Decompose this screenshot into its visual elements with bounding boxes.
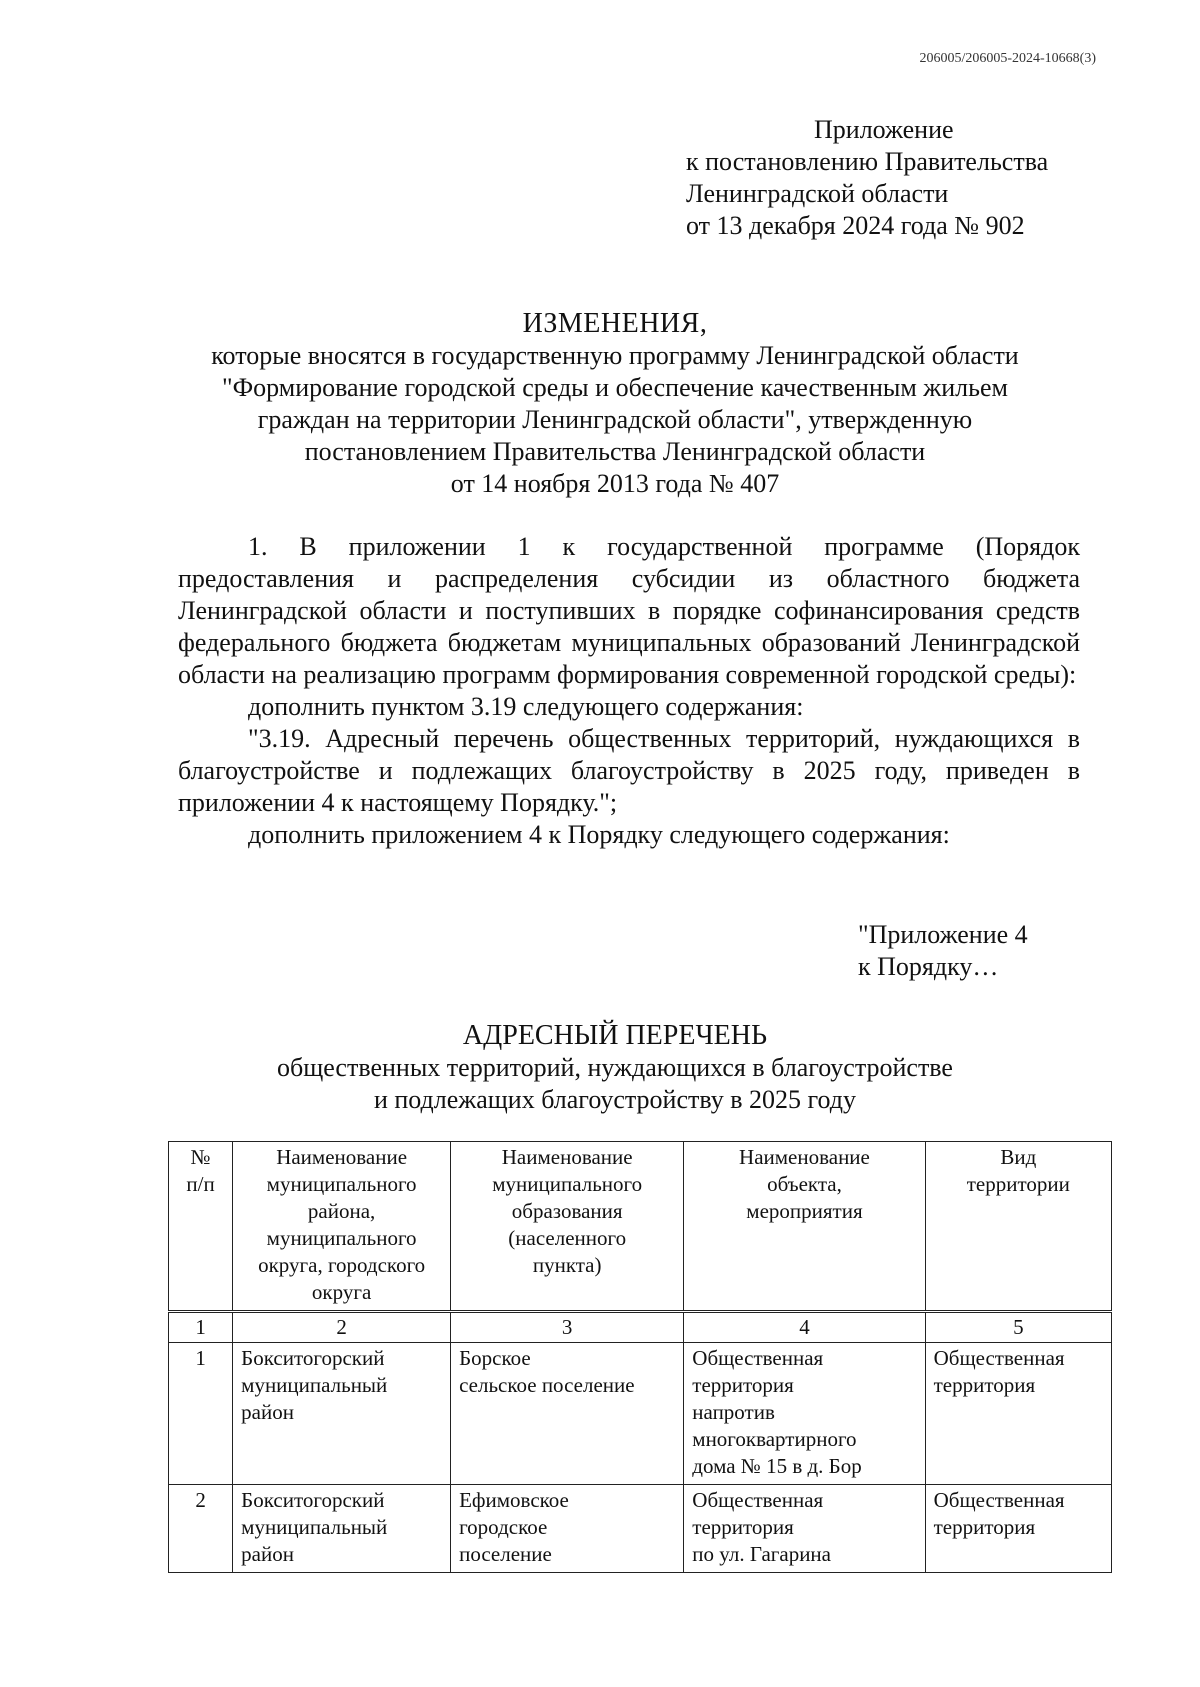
address-list-heading: АДРЕСНЫЙ ПЕРЕЧЕНЬ: [462, 1020, 768, 1051]
row-object: Общественная территория напротив многоквартирного дома № 15 в д. Бор: [684, 1343, 925, 1485]
index-cell: 2: [233, 1312, 451, 1343]
row-municipality: Борское сельское поселение: [451, 1343, 684, 1485]
annex-line: "Приложение 4: [858, 920, 1028, 949]
paragraph: 1. В приложении 1 к государственной программе (Порядок предоставления и распределения субсидии из областного бюджета Ленинградской области и поступивших в порядке софинансирования средств федерального бюджета бюджетам муниципальных образований Ленинградской области на реализацию программ формирования современной городской среды):: [178, 532, 1080, 689]
approval-line: к постановлению Правительства: [686, 147, 1049, 176]
annex-reference: [858, 919, 1028, 983]
row-district: Бокситогорский муниципальный район: [233, 1343, 451, 1485]
index-cell: 3: [451, 1312, 684, 1343]
approval-line: Приложение: [814, 115, 954, 144]
title-line: которые вносятся в государственную программу Ленинградской области: [211, 341, 1019, 370]
title-line: "Формирование городской среды и обеспечение качественным жильем: [221, 373, 1008, 402]
index-cell: 4: [684, 1312, 925, 1343]
header-cell-number: № п/п: [169, 1142, 233, 1312]
list-title-line: общественных территорий, нуждающихся в благоустройстве: [277, 1053, 953, 1082]
row-number: 2: [169, 1485, 233, 1573]
table-row: [169, 1343, 1112, 1485]
table-index-row: [169, 1312, 1112, 1343]
header-cell-object: Наименование объекта, мероприятия: [684, 1142, 925, 1312]
index-cell: 5: [925, 1312, 1111, 1343]
table-row: [169, 1485, 1112, 1573]
title-line: постановлением Правительства Ленинградской области: [304, 437, 926, 466]
table-header-row: [169, 1142, 1112, 1312]
document-id: 206005/206005-2024-10668(3): [919, 51, 1096, 66]
changes-title: [150, 308, 1080, 500]
row-object: Общественная территория по ул. Гагарина: [684, 1485, 925, 1573]
paragraph: дополнить пунктом 3.19 следующего содержания:: [248, 692, 804, 721]
row-municipality: Ефимовское городское поселение: [451, 1485, 684, 1573]
address-table: [168, 1141, 1112, 1573]
approval-line: от 13 декабря 2024 года № 902: [686, 211, 1025, 240]
header-cell-type: Вид территории: [925, 1142, 1111, 1312]
approval-block: [686, 114, 1048, 242]
list-title-line: и подлежащих благоустройству в 2025 году: [373, 1085, 857, 1114]
row-type: Общественная территория: [925, 1343, 1111, 1485]
body-text: [178, 531, 1080, 851]
row-number: 1: [169, 1343, 233, 1485]
header-cell-municipality: Наименование муниципального образования (населенного пункта): [451, 1142, 684, 1312]
paragraph: "3.19. Адресный перечень общественных территорий, нуждающихся в благоустройстве и подлежащих благоустройству в 2025 году, приведен в приложении 4 к настоящему Порядку.";: [178, 724, 1080, 817]
changes-heading: ИЗМЕНЕНИЯ,: [522, 308, 708, 339]
annex-line: к Порядку…: [858, 952, 999, 981]
title-line: от 14 ноября 2013 года № 407: [450, 469, 780, 498]
header-cell-district: Наименование муниципального района, муниципального округа, городского округа: [233, 1142, 451, 1312]
title-line: граждан на территории Ленинградской области", утвержденную: [257, 405, 973, 434]
index-cell: 1: [169, 1312, 233, 1343]
paragraph: дополнить приложением 4 к Порядку следующего содержания:: [248, 820, 950, 849]
approval-line: Ленинградской области: [686, 179, 949, 208]
address-list-title: [150, 1020, 1080, 1116]
row-type: Общественная территория: [925, 1485, 1111, 1573]
row-district: Бокситогорский муниципальный район: [233, 1485, 451, 1573]
